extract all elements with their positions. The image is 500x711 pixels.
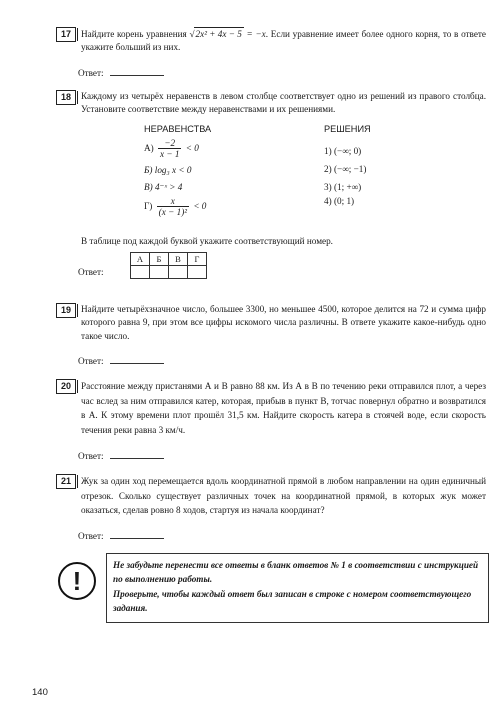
task-number: 19: [56, 303, 76, 318]
solution-4: 4) (0; 1): [324, 195, 355, 206]
task-number: 17: [56, 27, 76, 42]
answer-label: Ответ:: [78, 267, 104, 278]
inequality-g: Г) $\frac{x}{\text{(x − 1)²}}$ < 0: [144, 195, 207, 218]
answer-line[interactable]: [110, 355, 164, 364]
task-text: Жук за один ход перемещается вдоль координатной прямой в любом направлении на один единичный отрезок. Сколько существует различных точек на координатной прямой, в которых жук может оказаться, сделав ровно 8 ходов, стартуя из начала координат?: [81, 476, 486, 516]
solution-3: 3) (1; +∞): [324, 181, 362, 192]
task-19: [56, 303, 486, 368]
answer-table: [130, 252, 207, 279]
table-answer-cell[interactable]: [169, 266, 188, 279]
matching-columns: [86, 123, 486, 225]
task-number: 18: [56, 90, 76, 105]
column-header-inequalities: НЕРАВЕНСТВА: [144, 123, 212, 134]
task-number: 20: [56, 379, 76, 394]
solution-1: 1) (−∞; 0): [324, 145, 362, 156]
task-18: [56, 90, 486, 288]
answer-field: Ответ:: [78, 67, 486, 80]
page-number: 140: [32, 687, 48, 698]
task-text: Расстояние между пристанями А и В равно 88 км. Из А в В по течению реки отправился плот, а через час вслед за ним отправился катер, которая, прибыв в пункт В, тотчас повернул обратно и возвратился в А. К этому времени плот прошёл 31,5 км. Найдите скорость катера в стоячей воде, если скорость течения реки равна 3 км/ч.: [81, 381, 486, 436]
table-letter: Б: [150, 253, 169, 266]
solution-2: 2) (−∞; −1): [324, 163, 367, 174]
answer-line[interactable]: [110, 450, 164, 459]
table-letter: Г: [188, 253, 207, 266]
column-header-solutions: РЕШЕНИЯ: [324, 123, 371, 134]
warning-box: [106, 553, 489, 623]
equation: √2x² + 4x − 5 = −x: [190, 29, 266, 39]
task-text: Каждому из четырёх неравенств в левом столбце соответствует одно из решений из правого столбца. Установите соответствие между неравенствами и их решениями.: [81, 91, 486, 115]
inequality-b: Б) log₃ x < 0: [144, 164, 192, 175]
table-instruction: В таблице под каждой буквой укажите соответствующий номер.: [81, 235, 333, 246]
inequality-v: В) 4⁻ˣ > 4: [144, 181, 183, 192]
table-answer-cell[interactable]: [188, 266, 207, 279]
exclamation-icon: !: [58, 562, 96, 600]
answer-field: Ответ:: [78, 355, 486, 368]
task-number: 21: [56, 474, 76, 489]
table-letter: А: [131, 253, 150, 266]
table-answer-cell[interactable]: [150, 266, 169, 279]
answer-line[interactable]: [110, 530, 164, 539]
task-text: Найдите корень уравнения √2x² + 4x − 5 = −x. Если уравнение имеет более одного корня, то в ответе укажите больший из них.: [81, 29, 487, 53]
warning-line-1: Не забудьте перенести все ответы в бланк ответов № 1 в соответствии с инструкцией по выполнению работы.: [113, 560, 479, 585]
task-21: [56, 474, 486, 544]
task-17: [56, 27, 486, 80]
warning-line-2: Проверьте, чтобы каждый ответ был записан в строке с номером соответствующего задания.: [113, 588, 472, 613]
answer-field: Ответ:: [78, 450, 486, 463]
answer-line[interactable]: [110, 67, 164, 76]
task-20: [56, 379, 486, 463]
task-text: Найдите четырёхзначное число, большее 3300, но меньшее 4500, которое делится на 72 и сумма цифр которого равна 9, при этом все цифры искомого числа различны. В ответе укажите какое-нибудь одно такое число.: [81, 304, 486, 341]
table-letter: В: [169, 253, 188, 266]
answer-field: Ответ:: [78, 530, 486, 543]
answer-table-block: [78, 252, 486, 288]
table-answer-cell[interactable]: [131, 266, 150, 279]
inequality-a: А) $\frac{-2}{x - 1}$ < 0: [144, 137, 199, 160]
